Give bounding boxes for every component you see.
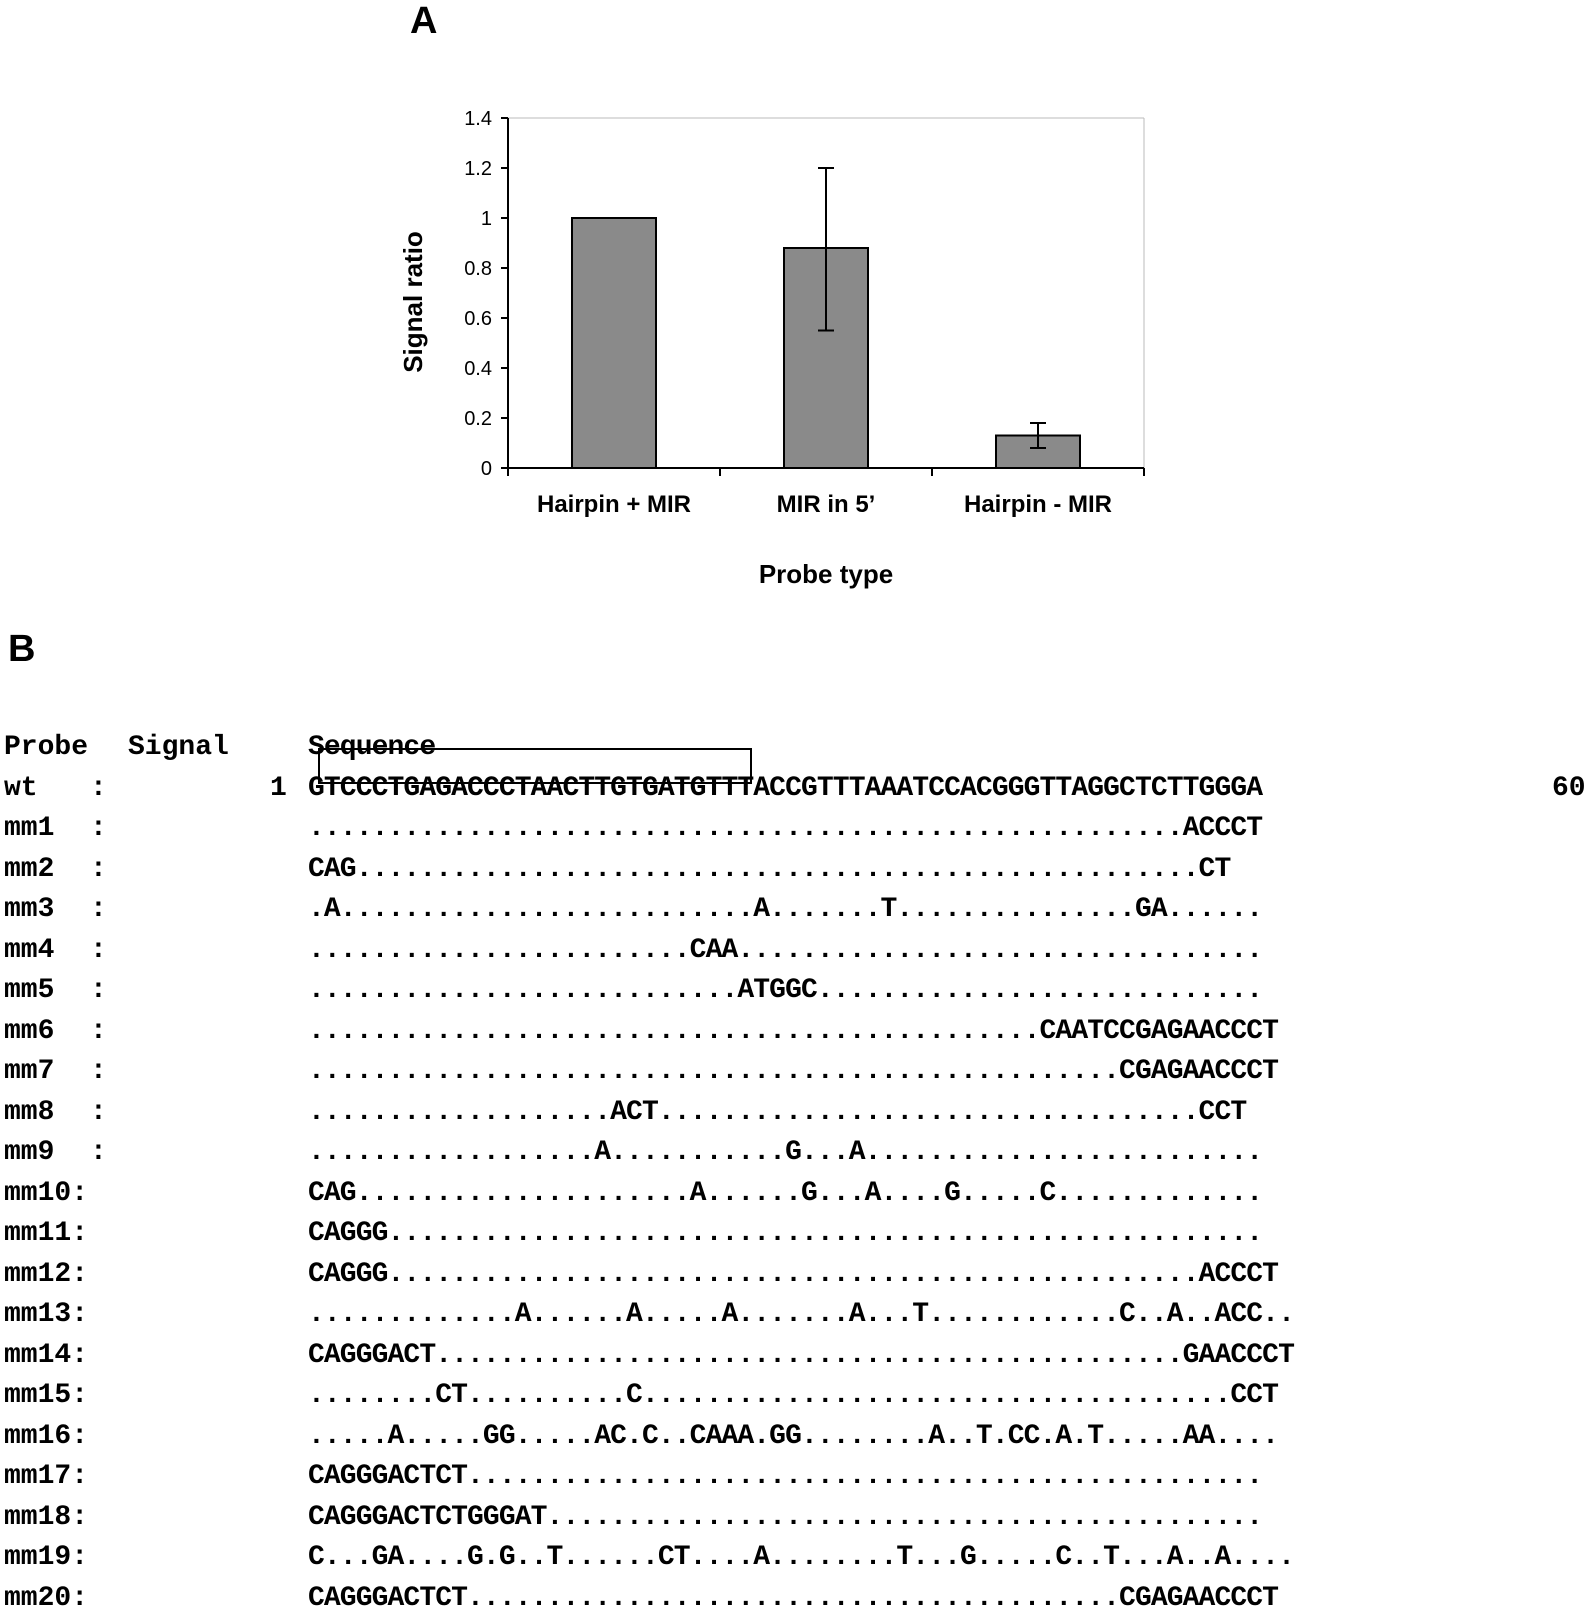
probe-name: mm6 (4, 1016, 54, 1047)
probe-name: mm14 (4, 1340, 71, 1371)
probe-name: mm20 (4, 1583, 71, 1614)
probe-name: mm16 (4, 1421, 71, 1452)
probe-name: mm11 (4, 1218, 71, 1249)
y-tick-label: 0.8 (464, 258, 492, 280)
sequence: ..............................................CAATCCGAGAACCCT (308, 1016, 1278, 1047)
y-tick-label: 0 (481, 458, 492, 480)
y-tick-label: 0.4 (464, 358, 492, 380)
table-row (0, 1461, 67, 1502)
colon: : (71, 1461, 88, 1492)
sequence: GTCCCTGAGACCCTAACTTGTGATGTTTACCGTTTAAATCCACGGGTTAGGCTCTTGGGA (308, 773, 1262, 804)
table-row (0, 1097, 67, 1138)
category-label: MIR in 5’ (777, 491, 876, 518)
category-label: Hairpin - MIR (964, 491, 1112, 518)
probe-name: mm10 (4, 1178, 71, 1209)
panel-a-label: A (410, 0, 437, 43)
sequence: CAGGG...................................................ACCCT (308, 1259, 1278, 1290)
colon: : (90, 975, 107, 1006)
table-row (0, 1137, 67, 1178)
colon: : (71, 1340, 88, 1371)
y-tick-label: 1.2 (464, 158, 492, 180)
table-row (0, 854, 67, 895)
panel-b-label: B (8, 628, 35, 671)
table-row (0, 1056, 67, 1097)
sequence: CAGGGACTCT.................................................. (308, 1461, 1262, 1492)
chart-plot-area (464, 108, 1144, 518)
sequence: ...................ACT..................................CCT (308, 1097, 1246, 1128)
colon: : (71, 1259, 88, 1290)
bar-chart (0, 0, 1596, 620)
sequence: CAGGGACTCT.........................................CGAGAACCCT (308, 1583, 1278, 1614)
table-row (0, 894, 67, 935)
table-row (0, 1259, 67, 1300)
sequence: ........CT..........C.....................................CCT (308, 1380, 1278, 1411)
table-row (0, 935, 67, 976)
colon: : (90, 1137, 107, 1168)
sequence: ..................A...........G...A......................... (308, 1137, 1262, 1168)
sequence: CAG.....................................................CT (308, 854, 1230, 885)
table-row (0, 1299, 67, 1340)
colon: : (90, 1097, 107, 1128)
table-row (0, 1218, 67, 1259)
colon: : (90, 1056, 107, 1087)
sequence: ...........................ATGGC............................ (308, 975, 1262, 1006)
bar (572, 218, 656, 468)
probe-name: mm1 (4, 813, 54, 844)
colon: : (71, 1178, 88, 1209)
colon: : (71, 1542, 88, 1573)
sequence: CAGGGACT...............................................GAACCCT (308, 1340, 1294, 1371)
probe-name: mm15 (4, 1380, 71, 1411)
probe-name: mm13 (4, 1299, 71, 1330)
y-tick-label: 1.4 (464, 108, 492, 130)
colon: : (71, 1502, 88, 1533)
colon: : (71, 1583, 88, 1614)
probe-name: wt (4, 773, 38, 804)
table-row (0, 1016, 67, 1057)
colon: : (71, 1218, 88, 1249)
table-row (0, 773, 67, 814)
table-header-row (0, 732, 67, 773)
colon: : (71, 1380, 88, 1411)
colon: : (90, 854, 107, 885)
colon: : (90, 894, 107, 925)
sequence: CAGGG....................................................... (308, 1218, 1262, 1249)
probe-name: mm17 (4, 1461, 71, 1492)
colon: : (71, 1299, 88, 1330)
sequence: CAG.....................A......G...A....G.....C............. (308, 1178, 1262, 1209)
table-row (0, 1502, 67, 1543)
colon: : (90, 1016, 107, 1047)
probe-name: mm9 (4, 1137, 54, 1168)
probe-name: mm18 (4, 1502, 71, 1533)
table-row (0, 1542, 67, 1583)
table-row (0, 1421, 67, 1462)
y-tick-label: 0.2 (464, 408, 492, 430)
probe-name: mm8 (4, 1097, 54, 1128)
header-signal: Signal (128, 732, 229, 763)
table-row (0, 975, 67, 1016)
probe-name: mm2 (4, 854, 54, 885)
sequence: .............A......A.....A.......A...T............C..A..ACC.. (308, 1299, 1294, 1330)
probe-sequence-table (0, 732, 67, 1623)
header-sequence: Sequence (308, 732, 435, 763)
y-tick-label: 0.6 (464, 308, 492, 330)
table-row (0, 1178, 67, 1219)
colon: : (90, 773, 107, 804)
y-tick-label: 1 (481, 208, 492, 230)
sequence: .A..........................A.......T...............GA...... (308, 894, 1262, 925)
sequence: C...GA....G.G..T......CT....A........T...G.....C..T...A..A.... (308, 1542, 1294, 1573)
table-row (0, 1583, 67, 1623)
table-row (0, 813, 67, 854)
probe-name: mm3 (4, 894, 54, 925)
colon: : (71, 1421, 88, 1452)
sequence-start: 1 (270, 773, 287, 804)
colon: : (90, 935, 107, 966)
sequence: .......................................................ACCCT (308, 813, 1262, 844)
probe-name: mm4 (4, 935, 54, 966)
sequence: ........................CAA................................. (308, 935, 1262, 966)
sequence-end: 60 (1552, 773, 1586, 804)
table-row (0, 1380, 67, 1421)
probe-name: mm7 (4, 1056, 54, 1087)
header-probe: Probe (4, 732, 88, 763)
sequence: ...................................................CGAGAACCCT (308, 1056, 1278, 1087)
y-axis-title: Signal ratio (398, 231, 428, 373)
colon: : (90, 813, 107, 844)
sequence: CAGGGACTCTGGGAT............................................. (308, 1502, 1262, 1533)
category-label: Hairpin + MIR (537, 491, 691, 518)
probe-name: mm5 (4, 975, 54, 1006)
probe-name: mm19 (4, 1542, 71, 1573)
probe-name: mm12 (4, 1259, 71, 1290)
sequence: .....A.....GG.....AC.C..CAAA.GG........A..T.CC.A.T.....AA.... (308, 1421, 1278, 1452)
x-axis-title: Probe type (759, 559, 893, 589)
table-row (0, 1340, 67, 1381)
